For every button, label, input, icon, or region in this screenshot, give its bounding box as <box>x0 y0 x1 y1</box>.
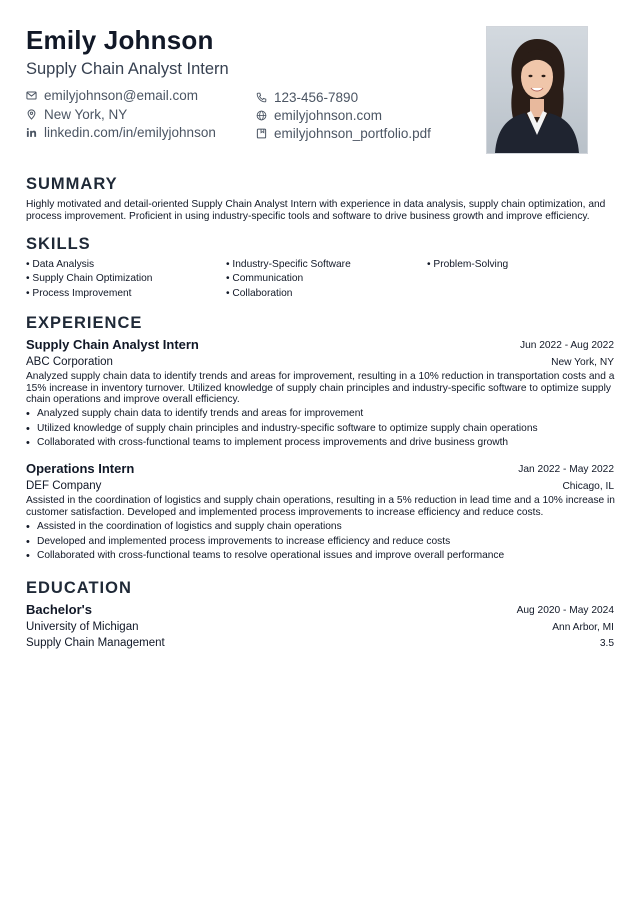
skills-heading: SKILLS <box>26 235 91 253</box>
skill-item: • Industry-Specific Software <box>226 259 351 270</box>
document-icon <box>256 128 267 139</box>
skill-label: Data Analysis <box>32 259 95 270</box>
job-bullet: • Collaborated with cross-functional teams to implement process improvements and drive business growth <box>26 436 616 451</box>
job-dates: Jun 2022 - Aug 2022 <box>519 340 614 351</box>
contact-portfolio[interactable] <box>256 125 431 142</box>
phone-icon <box>256 92 267 103</box>
job-location: New York, NY <box>551 357 614 368</box>
map-pin-icon <box>26 109 37 120</box>
contact-website-text: emilyjohnson.com <box>274 108 383 123</box>
job-bullets <box>26 407 616 451</box>
skill-item: • Data Analysis <box>26 259 95 270</box>
education-field: Supply Chain Management <box>26 637 165 649</box>
contact-phone-text: 123-456-7890 <box>274 90 359 105</box>
job-bullet: • Developed and implemented process improvements to increase efficiency and reduce costs <box>26 535 616 550</box>
education-dates: Aug 2020 - May 2024 <box>516 605 614 616</box>
skill-label: Process Improvement <box>32 288 132 299</box>
skill-item: • Supply Chain Optimization <box>26 273 153 284</box>
job-bullet: • Utilized knowledge of supply chain principles and industry-specific software to optimize supply chain operations <box>26 422 616 437</box>
contact-linkedin[interactable] <box>26 124 216 141</box>
candidate-title: Supply Chain Analyst Intern <box>26 60 229 78</box>
education-degree: Bachelor's <box>26 602 92 617</box>
education-heading: EDUCATION <box>26 579 132 597</box>
contact-email-text: emilyjohnson@email.com <box>44 88 199 103</box>
contact-portfolio-text: emilyjohnson_portfolio.pdf <box>274 126 431 141</box>
candidate-name: Emily Johnson <box>26 25 214 55</box>
skill-item: • Problem-Solving <box>427 259 509 270</box>
contact-phone[interactable] <box>256 89 358 106</box>
contact-location-text: New York, NY <box>44 107 128 122</box>
job-bullet: • Analyzed supply chain data to identify trends and areas for improvement <box>26 407 616 422</box>
job-description: Analyzed supply chain data to identify trends and areas for improvement, resulting in a 10% reduction in transportation costs and a 15% increase in inventory turnover. Utilized knowledge of supply chain principles and industry-specific software to optimize supply chain operations and improve overall efficiency. <box>26 371 615 406</box>
resume-header <box>26 24 466 79</box>
job-bullet: • Assisted in the coordination of logistics and supply chain operations <box>26 520 616 535</box>
job-company: DEF Company <box>26 480 102 492</box>
skill-item: • Process Improvement <box>26 288 132 299</box>
summary-text: Highly motivated and detail-oriented Supply Chain Analyst Intern with experience in data analysis, supply chain optimization, and process improvement. Proficient in using industry-specific tools and software to drive business growth and improve efficiency. <box>26 199 606 222</box>
globe-icon <box>256 110 267 121</box>
skill-label: Supply Chain Optimization <box>32 273 153 284</box>
job-bullets <box>26 520 616 564</box>
contact-website[interactable] <box>256 107 382 124</box>
education-school: University of Michigan <box>26 621 139 633</box>
job-company: ABC Corporation <box>26 356 113 368</box>
mail-icon <box>26 90 37 101</box>
summary-heading: SUMMARY <box>26 175 118 193</box>
contact-location <box>26 106 127 123</box>
skill-item: • Communication <box>226 273 304 284</box>
profile-photo <box>486 26 588 154</box>
skill-label: Communication <box>232 273 304 284</box>
skill-label: Problem-Solving <box>433 259 509 270</box>
job-title: Supply Chain Analyst Intern <box>26 337 199 352</box>
portrait-image <box>487 27 587 153</box>
skill-label: Collaboration <box>232 288 293 299</box>
job-title: Operations Intern <box>26 461 135 476</box>
linkedin-icon <box>26 127 37 138</box>
contact-linkedin-text: linkedin.com/in/emilyjohnson <box>44 125 216 140</box>
education-gpa: 3.5 <box>599 638 614 649</box>
skill-label: Industry-Specific Software <box>232 259 351 270</box>
skill-item: • Collaboration <box>226 288 293 299</box>
job-description: Assisted in the coordination of logistics and supply chain operations, resulting in a 5% reduction in lead time and a 10% increase in customer satisfaction. Developed and implemented process improvements to increase efficiency and reduce costs. <box>26 495 615 518</box>
education-location: Ann Arbor, MI <box>552 622 614 633</box>
experience-heading: EXPERIENCE <box>26 314 143 332</box>
contact-email[interactable] <box>26 87 198 104</box>
job-dates: Jan 2022 - May 2022 <box>518 464 614 475</box>
job-bullet: • Collaborated with cross-functional teams to resolve operational issues and improve overall performance <box>26 549 616 564</box>
job-location: Chicago, IL <box>562 481 614 492</box>
